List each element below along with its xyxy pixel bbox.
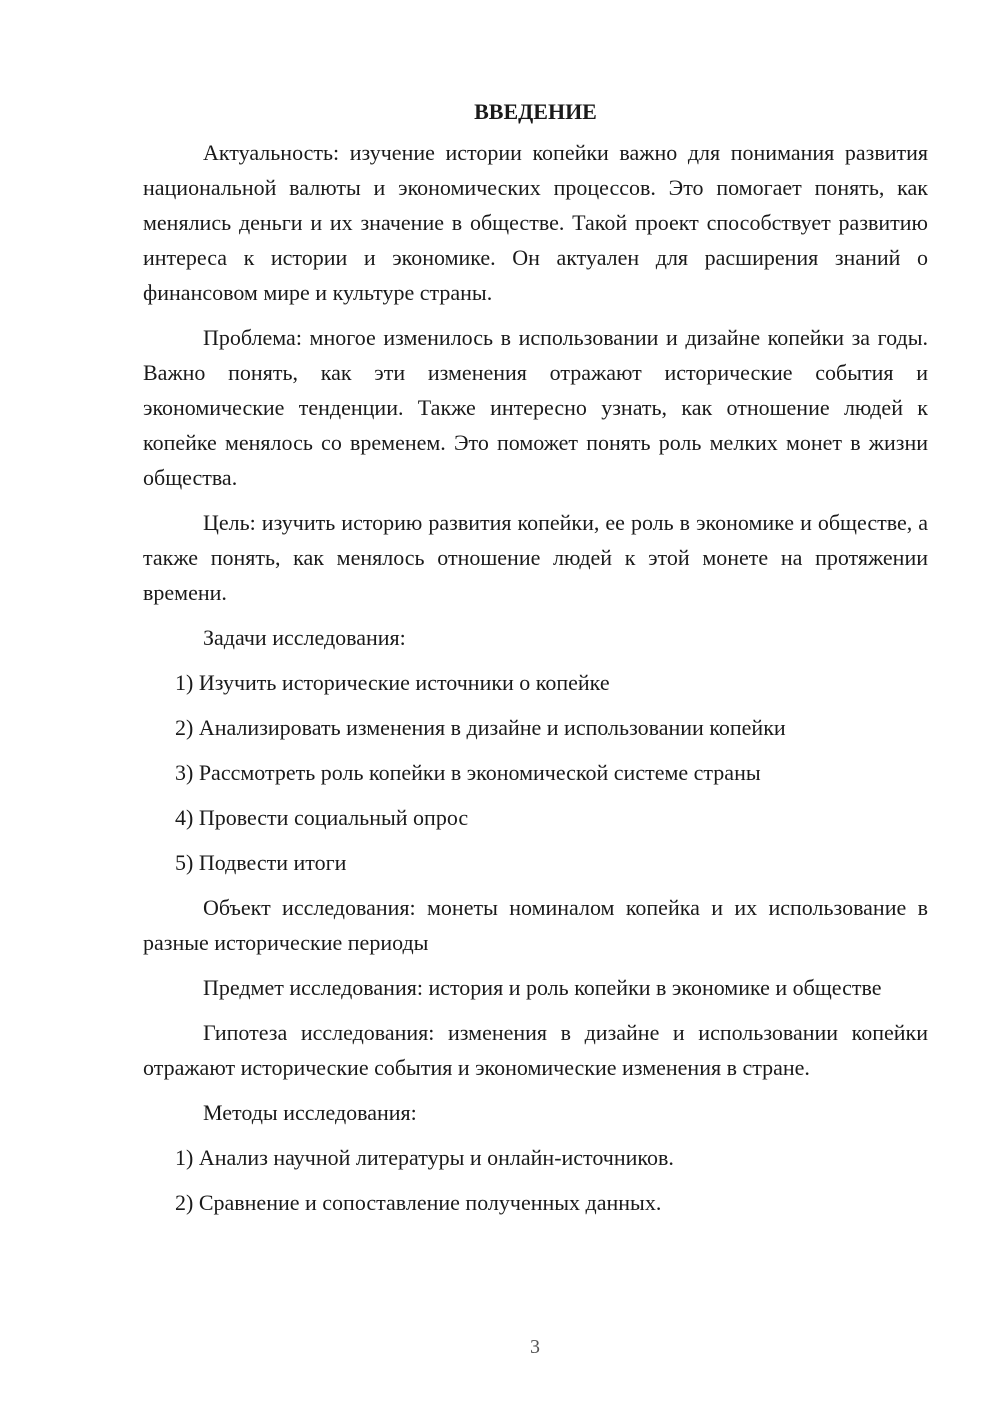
methods-heading: Методы исследования: (203, 1100, 417, 1125)
method-item: 1) Анализ научной литературы и онлайн-источников. (175, 1145, 674, 1170)
page-title: ВВЕДЕНИЕ (474, 99, 597, 124)
relevance-paragraph: Актуальность: изучение истории копейки важно для понимания развития национальной валюты и экономических процессов. Это помогает понять, как менялись деньги и их значение в обществе. Такой проект способствует развитию интереса к истории и экономике. Он актуален для расширения знаний о финансовом мире и культуре страны. (143, 140, 928, 305)
page-content (143, 94, 928, 1230)
task-item: 2) Анализировать изменения в дизайне и использовании копейки (175, 715, 786, 740)
subject-paragraph: Предмет исследования: история и роль копейки в экономике и обществе (203, 975, 882, 1000)
task-item: 1) Изучить исторические источники о копейке (175, 670, 610, 695)
object-paragraph: Объект исследования: монеты номиналом копейка и их использование в разные исторические периоды (143, 895, 928, 955)
task-item: 4) Провести социальный опрос (175, 805, 469, 830)
method-item: 2) Сравнение и сопоставление полученных данных. (175, 1190, 662, 1215)
page-number: 3 (530, 1336, 540, 1358)
hypothesis-paragraph: Гипотеза исследования: изменения в дизайне и использовании копейки отражают исторические события и экономические изменения в стране. (143, 1020, 928, 1080)
goal-paragraph: Цель: изучить историю развития копейки, ее роль в экономике и обществе, а также понять, как менялось отношение людей к этой монете на протяжении времени. (143, 510, 928, 605)
problem-paragraph: Проблема: многое изменилось в использовании и дизайне копейки за годы. Важно понять, как эти изменения отражают исторические события и экономические тенденции. Также интересно узнать, как отношение людей к копейке менялось со временем. Это поможет понять роль мелких монет в жизни общества. (143, 325, 928, 490)
task-item: 5) Подвести итоги (175, 850, 347, 875)
tasks-heading: Задачи исследования: (203, 625, 406, 650)
task-item: 3) Рассмотреть роль копейки в экономической системе страны (175, 760, 761, 785)
